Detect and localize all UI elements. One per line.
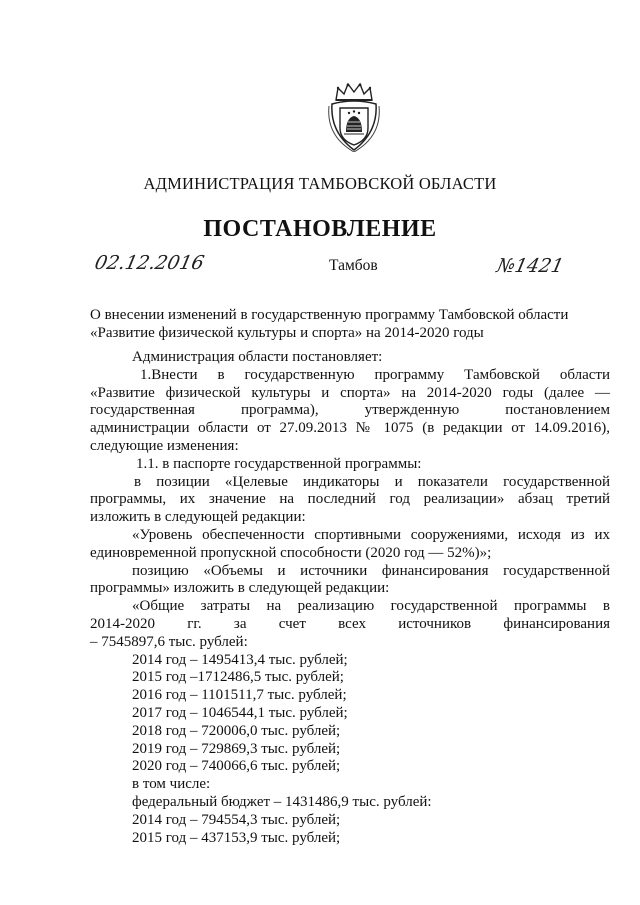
document-date: 02.12.2016 [92,252,207,274]
body-line: государственная программа), утвержденную постановлением [90,402,610,419]
document-number: №1421 [494,255,566,277]
body-line: 2015 год – 437153,9 тыс. рублей; [132,829,341,846]
body-line: программы, их значение на последний год реализации» абзац третий [90,491,610,508]
body-line: 2016 год – 1101511,7 тыс. рублей; [132,687,347,704]
body-line: следующие изменения: [90,437,239,454]
body-line: «Развитие физической культуры и спорта» на 2014-2020 годы (далее — [90,384,610,401]
organization-name: АДМИНИСТРАЦИЯ ТАМБОВСКОЙ ОБЛАСТИ [143,174,497,193]
body-line: 2018 год – 720006,0 тыс. рублей; [132,722,341,739]
body-line: программы» изложить в следующей редакции: [90,580,390,597]
document-type: ПОСТАНОВЛЕНИЕ [203,216,437,242]
body-line: 2019 год – 729869,3 тыс. рублей; [132,740,341,757]
body-line: 1.Внести в государственную программу Тамбовской области [140,366,610,383]
body-line: в том числе: [132,776,211,793]
body-line: Администрация области постановляет: [132,349,383,365]
document-body [90,349,610,847]
body-line: 2017 год – 1046544,1 тыс. рублей; [132,704,348,721]
document-city: Тамбов [329,257,378,274]
document-title [90,306,610,342]
title-line: «Развитие физической культуры и спорта» на 2014-2020 годы [90,325,484,341]
tambov-coat-of-arms-icon [326,82,382,152]
body-line: 2014 год – 794554,3 тыс. рублей; [132,811,341,828]
body-line: – 7545897,6 тыс. рублей: [90,633,248,650]
body-line: 2020 год – 740066,6 тыс. рублей; [132,758,341,775]
body-line: 2015 год –1712486,5 тыс. рублей; [132,669,344,686]
body-line: позицию «Объемы и источники финансирования государственной [132,562,610,579]
body-line: в позиции «Целевые индикаторы и показатели государственной [134,473,610,490]
body-line: федеральный бюджет – 1431486,9 тыс. рублей: [132,793,432,810]
body-line: администрации области от 27.09.2013 № 1075 (в редакции от 14.09.2016), [90,420,610,437]
body-line: 1.1. в паспорте государственной программы: [136,455,422,472]
body-line: «Уровень обеспеченности спортивными сооружениями, исходя из их [132,526,610,543]
body-line: 2014-2020 гг. за счет всех источников финансирования [90,615,610,632]
body-line: 2014 год – 1495413,4 тыс. рублей; [132,651,348,668]
body-line: «Общие затраты на реализацию государственной программы в [132,598,610,615]
title-line: О внесении изменений в государственную программу Тамбовской области [90,307,569,323]
body-line: единовременной пропускной способности (2020 год — 52%)»; [90,544,492,561]
body-line: изложить в следующей редакции: [90,509,306,526]
